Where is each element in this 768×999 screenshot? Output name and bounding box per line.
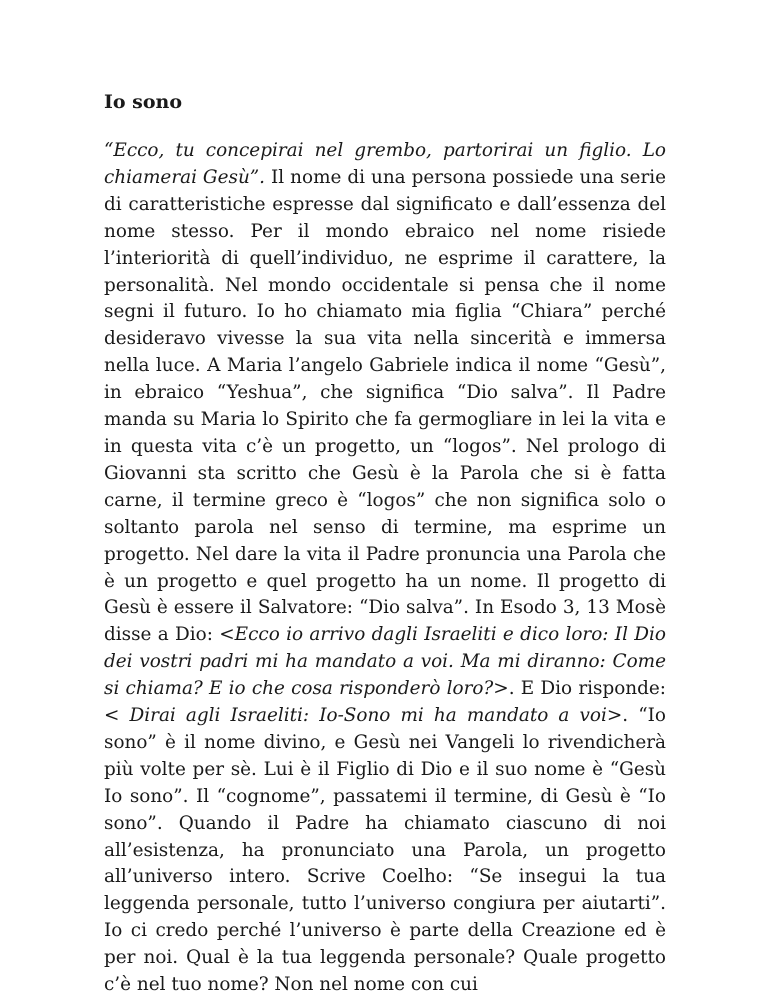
- paragraph-text: >. “Io sono” è il nome divino, e Gesù nei Vangeli lo rivendicherà più volte per sè. Lui è il Figlio di Dio e il suo nome è “Gesù Io sono”. Il “cognome”, passatemi il termine, di Gesù è “Io sono”. Quando il Padre ha chiamato ciascuno di noi all’esistenza, ha pronunciato una Parola, un progetto all’universo intero. Scrive Coelho: “Se insegui la tua leggenda personale, tutto l’universo congiura per aiutarti”. Io ci credo perché l’universo è parte della Creazione ed è per noi. Qual è la tua leggenda personale? Quale progetto c’è nel tuo nome? Non nel nome con cui: [104, 705, 666, 996]
- paragraph-text: >. E Dio risponde: <: [104, 678, 666, 727]
- paragraph-text: Il nome di una persona possiede una serie di caratteristiche espresse dal significato e dall’essenza del nome stesso. Per il mondo ebraico nel nome risiede l’interiorità di quell’individuo, ne esprime il carattere, la personalità. Nel mondo occidentale si pensa che il nome segni il futuro. Io ho chiamato mia figlia “Chiara” perché desideravo vivesse la sua vita nella sincerità e immersa nella luce. A Maria l’angelo Gabriele indica il nome “Gesù”, in ebraico “Yeshua”, che significa “Dio salva”. Il Padre manda su Maria lo Spirito che fa germogliare in lei la vita e in questa vita c’è un progetto, un “logos”. Nel prologo di Giovanni sta scritto che Gesù è la Parola che si è fatta carne, il termine greco è “logos” che non significa solo o soltanto parola nel senso di termine, ma esprime un progetto. Nel dare la vita il Padre pronuncia una Parola che è un progetto e quel progetto ha un nome. Il progetto di Gesù è essere il Salvatore: “Dio salva”. In Esodo 3, 13 Mosè disse a Dio: <: [104, 166, 666, 646]
- quote-exodus-answer: Dirai agli Israeliti: Io-Sono mi ha mandato a voi: [129, 705, 607, 727]
- document-page: [104, 88, 666, 999]
- document-paragraph: [104, 138, 666, 999]
- quote-exodus-question: Ecco io arrivo dagli Israeliti e dico loro: Il Dio dei vostri padri mi ha mandato a voi. Ma mi diranno: Come si chiama? E io che cosa risponderò loro?: [104, 624, 666, 700]
- quote-annunciation: “Ecco, tu concepirai nel grembo, partorirai un figlio. Lo chiamerai Gesù”.: [104, 140, 666, 188]
- document-title: Io sono: [104, 91, 183, 113]
